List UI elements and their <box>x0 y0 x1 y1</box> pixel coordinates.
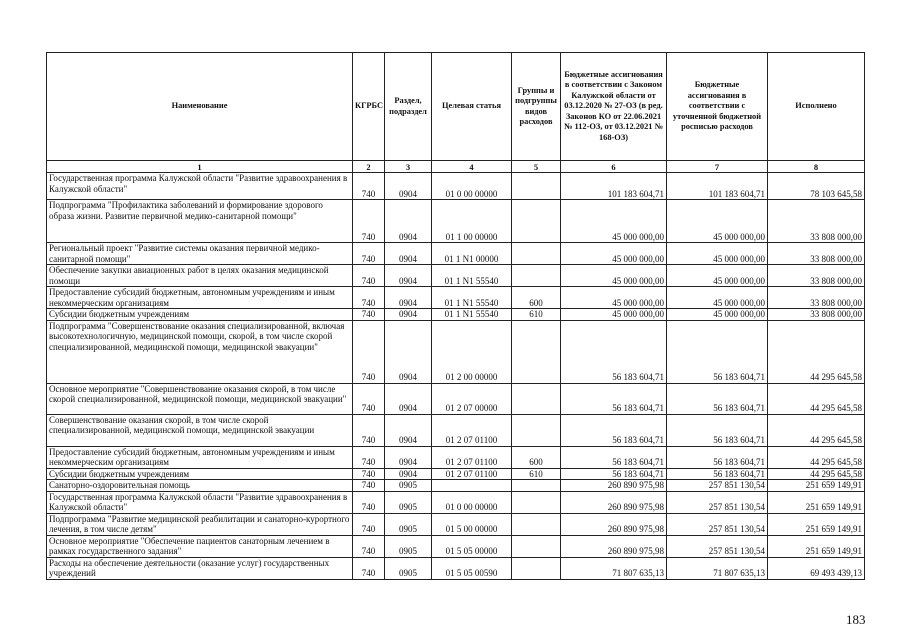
row-executed: 251 659 149,91 <box>768 535 865 557</box>
row-name: Совершенствование оказания скорой, в том числе скорой специализированной, медицинской помощи, медицинской эвакуации <box>47 414 353 446</box>
budget-table <box>46 52 865 580</box>
row-section: 0904 <box>385 446 432 468</box>
row-executed: 33 808 000,00 <box>768 243 865 265</box>
row-section: 0905 <box>385 491 432 513</box>
table-row <box>47 243 865 265</box>
row-group <box>512 243 561 265</box>
table-row <box>47 265 865 287</box>
table-row <box>47 557 865 579</box>
row-group <box>512 320 561 383</box>
header-approved: Бюджетные ассигнования в соответствии с Законом Калужской области от 03.12.2020 № 27-ОЗ (в ред. Законов КО от 22.06.2021 № 112-ОЗ, от 03.12.2021 № 168-ОЗ) <box>561 53 667 161</box>
row-kgrbs: 740 <box>353 383 385 414</box>
row-executed: 251 659 149,91 <box>768 480 865 492</box>
row-target: 01 2 07 01100 <box>432 414 512 446</box>
row-approved: 56 183 604,71 <box>561 468 667 480</box>
row-executed: 44 295 645,58 <box>768 446 865 468</box>
row-refined: 56 183 604,71 <box>667 468 768 480</box>
row-name: Основное мероприятие "Совершенствование оказания скорой, в том числе скорой специализированной, медицинской помощи, медицинской эвакуации" <box>47 383 353 414</box>
row-executed: 78 103 645,58 <box>768 173 865 200</box>
row-target: 01 5 00 00000 <box>432 513 512 535</box>
row-approved: 260 890 975,98 <box>561 535 667 557</box>
row-name: Санаторно-оздоровительная помощь <box>47 480 353 492</box>
row-name: Подпрограмма "Развитие медицинской реабилитации и санаторно-курортного лечения, в том числе детям" <box>47 513 353 535</box>
row-refined: 45 000 000,00 <box>667 243 768 265</box>
row-group <box>512 513 561 535</box>
table-row <box>47 414 865 446</box>
column-number: 2 <box>353 161 385 173</box>
header-target: Целевая статья <box>432 53 512 161</box>
row-executed: 44 295 645,58 <box>768 383 865 414</box>
row-approved: 45 000 000,00 <box>561 200 667 243</box>
row-kgrbs: 740 <box>353 446 385 468</box>
column-number: 7 <box>667 161 768 173</box>
table-row <box>47 480 865 492</box>
row-section: 0904 <box>385 309 432 321</box>
row-kgrbs: 740 <box>353 173 385 200</box>
row-group: 600 <box>512 446 561 468</box>
table-row <box>47 491 865 513</box>
row-refined: 45 000 000,00 <box>667 309 768 321</box>
row-refined: 101 183 604,71 <box>667 173 768 200</box>
row-kgrbs: 740 <box>353 557 385 579</box>
table-row <box>47 468 865 480</box>
row-target: 01 1 N1 55540 <box>432 309 512 321</box>
row-name: Подпрограмма "Совершенствование оказания специализированной, включая высокотехнологичную, медицинской помощи, скорой, в том числе скорой специализированной, медицинской помощи, медицинской эвакуации" <box>47 320 353 383</box>
row-executed: 33 808 000,00 <box>768 200 865 243</box>
row-group <box>512 414 561 446</box>
row-executed: 69 493 439,13 <box>768 557 865 579</box>
row-executed: 44 295 645,58 <box>768 468 865 480</box>
row-section: 0905 <box>385 513 432 535</box>
row-section: 0904 <box>385 200 432 243</box>
row-group: 610 <box>512 309 561 321</box>
column-number: 6 <box>561 161 667 173</box>
row-group <box>512 480 561 492</box>
row-section: 0904 <box>385 320 432 383</box>
header-groups: Группы и подгруппы видов расходов <box>512 53 561 161</box>
row-name: Региональный проект "Развитие системы оказания первичной медико-санитарной помощи" <box>47 243 353 265</box>
row-approved: 56 183 604,71 <box>561 446 667 468</box>
row-refined: 45 000 000,00 <box>667 287 768 309</box>
row-approved: 45 000 000,00 <box>561 309 667 321</box>
header-row <box>47 53 865 161</box>
table-body <box>47 173 865 580</box>
row-section: 0904 <box>385 468 432 480</box>
table-row <box>47 446 865 468</box>
row-kgrbs: 740 <box>353 491 385 513</box>
row-kgrbs: 740 <box>353 309 385 321</box>
row-kgrbs: 740 <box>353 265 385 287</box>
row-kgrbs: 740 <box>353 200 385 243</box>
row-group <box>512 535 561 557</box>
row-section: 0905 <box>385 557 432 579</box>
row-group: 610 <box>512 468 561 480</box>
row-kgrbs: 740 <box>353 243 385 265</box>
row-refined: 257 851 130,54 <box>667 480 768 492</box>
row-name: Подпрограмма "Профилактика заболеваний и формирование здорового образа жизни. Развитие первичной медико-санитарной помощи" <box>47 200 353 243</box>
row-approved: 260 890 975,98 <box>561 513 667 535</box>
row-section: 0904 <box>385 173 432 200</box>
row-approved: 56 183 604,71 <box>561 320 667 383</box>
row-target: 01 1 N1 00000 <box>432 243 512 265</box>
row-approved: 45 000 000,00 <box>561 265 667 287</box>
row-executed: 251 659 149,91 <box>768 513 865 535</box>
row-refined: 56 183 604,71 <box>667 446 768 468</box>
row-target: 01 5 05 00590 <box>432 557 512 579</box>
row-name: Расходы на обеспечение деятельности (оказание услуг) государственных учреждений <box>47 557 353 579</box>
row-approved: 45 000 000,00 <box>561 287 667 309</box>
row-section: 0904 <box>385 383 432 414</box>
header-refined: Бюджетные ассигнования в соответствии с уточненной бюджетной росписью расходов <box>667 53 768 161</box>
column-number: 3 <box>385 161 432 173</box>
page-number: 183 <box>846 612 866 627</box>
column-number: 1 <box>47 161 353 173</box>
column-number: 8 <box>768 161 865 173</box>
row-target: 01 5 05 00000 <box>432 535 512 557</box>
row-target: 01 1 00 00000 <box>432 200 512 243</box>
row-section: 0904 <box>385 414 432 446</box>
row-refined: 71 807 635,13 <box>667 557 768 579</box>
row-section: 0904 <box>385 287 432 309</box>
row-refined: 257 851 130,54 <box>667 513 768 535</box>
row-target <box>432 480 512 492</box>
row-refined: 45 000 000,00 <box>667 265 768 287</box>
row-target: 01 1 N1 55540 <box>432 287 512 309</box>
row-refined: 45 000 000,00 <box>667 200 768 243</box>
row-group <box>512 557 561 579</box>
table-row <box>47 287 865 309</box>
row-group <box>512 491 561 513</box>
table-row <box>47 320 865 383</box>
row-kgrbs: 740 <box>353 287 385 309</box>
table-row <box>47 513 865 535</box>
row-approved: 101 183 604,71 <box>561 173 667 200</box>
row-refined: 56 183 604,71 <box>667 320 768 383</box>
row-executed: 33 808 000,00 <box>768 309 865 321</box>
row-section: 0905 <box>385 480 432 492</box>
row-approved: 71 807 635,13 <box>561 557 667 579</box>
row-target: 01 2 00 00000 <box>432 320 512 383</box>
row-name: Основное мероприятие "Обеспечение пациентов санаторным лечением в рамках государственного задания" <box>47 535 353 557</box>
row-name: Государственная программа Калужской области "Развитие здравоохранения в Калужской области" <box>47 491 353 513</box>
row-refined: 56 183 604,71 <box>667 383 768 414</box>
row-refined: 257 851 130,54 <box>667 491 768 513</box>
row-group <box>512 383 561 414</box>
row-name: Субсидии бюджетным учреждениям <box>47 468 353 480</box>
row-name: Субсидии бюджетным учреждениям <box>47 309 353 321</box>
row-approved: 56 183 604,71 <box>561 383 667 414</box>
column-number-row <box>47 161 865 173</box>
row-kgrbs: 740 <box>353 480 385 492</box>
row-executed: 44 295 645,58 <box>768 320 865 383</box>
row-group <box>512 265 561 287</box>
row-executed: 33 808 000,00 <box>768 265 865 287</box>
table-row <box>47 200 865 243</box>
header-executed: Исполнено <box>768 53 865 161</box>
row-executed: 33 808 000,00 <box>768 287 865 309</box>
row-approved: 56 183 604,71 <box>561 414 667 446</box>
column-number: 4 <box>432 161 512 173</box>
row-refined: 56 183 604,71 <box>667 414 768 446</box>
row-group <box>512 173 561 200</box>
row-section: 0904 <box>385 265 432 287</box>
row-executed: 44 295 645,58 <box>768 414 865 446</box>
header-kgrbs: КГРБС <box>353 53 385 161</box>
row-approved: 260 890 975,98 <box>561 491 667 513</box>
row-approved: 45 000 000,00 <box>561 243 667 265</box>
row-kgrbs: 740 <box>353 414 385 446</box>
row-name: Предоставление субсидий бюджетным, автономным учреждениям и иным некоммерческим организациям <box>47 287 353 309</box>
row-kgrbs: 740 <box>353 535 385 557</box>
column-number: 5 <box>512 161 561 173</box>
row-section: 0905 <box>385 535 432 557</box>
row-name: Предоставление субсидий бюджетным, автономным учреждениям и иным некоммерческим организациям <box>47 446 353 468</box>
row-target: 01 1 N1 55540 <box>432 265 512 287</box>
row-name: Государственная программа Калужской области "Развитие здравоохранения в Калужской области" <box>47 173 353 200</box>
table-row <box>47 383 865 414</box>
row-target: 01 2 07 01100 <box>432 468 512 480</box>
row-refined: 257 851 130,54 <box>667 535 768 557</box>
header-name: Наименование <box>47 53 353 161</box>
table-row <box>47 173 865 200</box>
row-group: 600 <box>512 287 561 309</box>
row-kgrbs: 740 <box>353 513 385 535</box>
table-row <box>47 535 865 557</box>
row-name: Обеспечение закупки авиационных работ в целях оказания медицинской помощи <box>47 265 353 287</box>
row-kgrbs: 740 <box>353 320 385 383</box>
row-target: 01 0 00 00000 <box>432 173 512 200</box>
header-section: Раздел, подраздел <box>385 53 432 161</box>
row-approved: 260 890 975,98 <box>561 480 667 492</box>
row-executed: 251 659 149,91 <box>768 491 865 513</box>
row-target: 01 2 07 00000 <box>432 383 512 414</box>
row-group <box>512 200 561 243</box>
row-kgrbs: 740 <box>353 468 385 480</box>
row-target: 01 2 07 01100 <box>432 446 512 468</box>
row-section: 0904 <box>385 243 432 265</box>
row-target: 01 0 00 00000 <box>432 491 512 513</box>
table-row <box>47 309 865 321</box>
